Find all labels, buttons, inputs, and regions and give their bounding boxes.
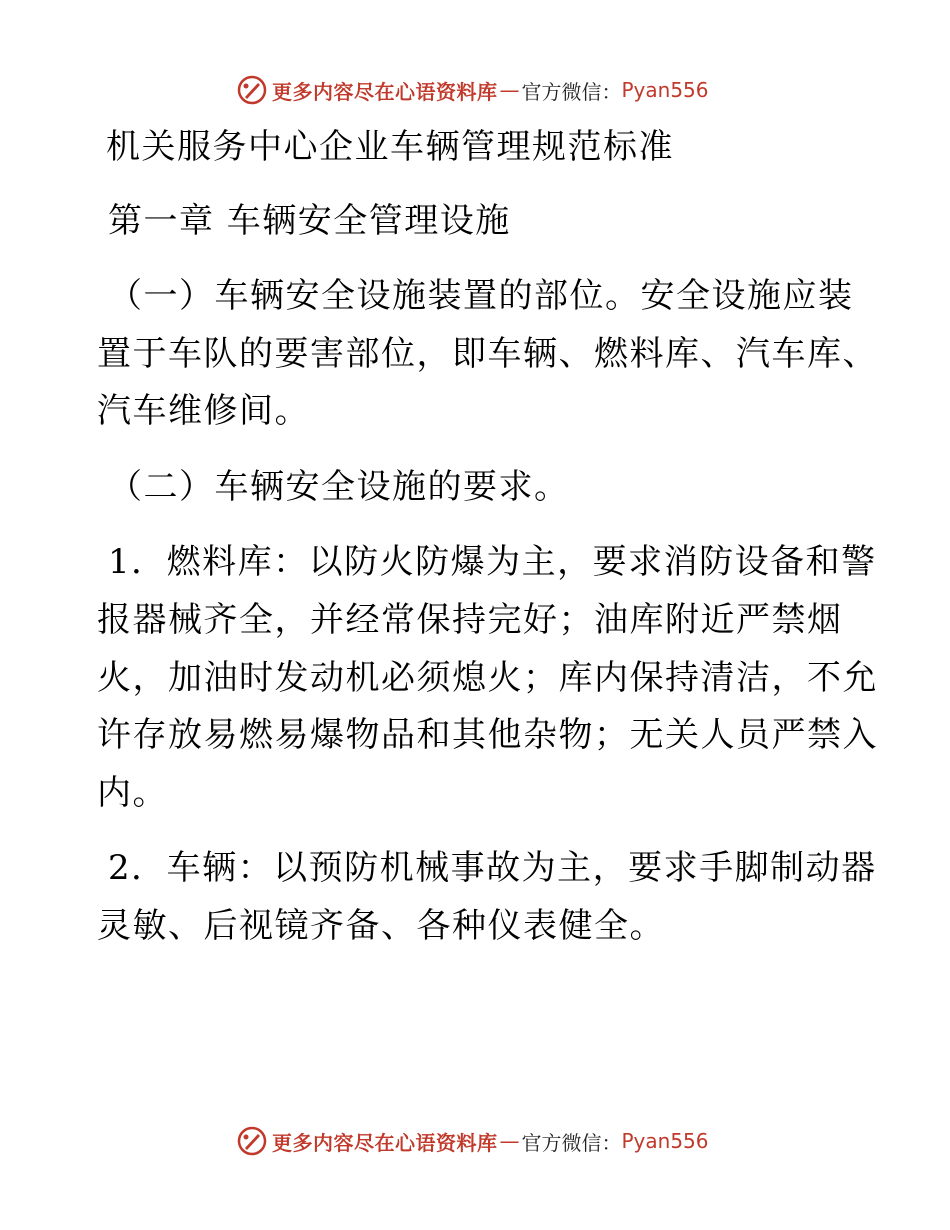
paragraph-line: 灵敏、后视镜齐备、各种仪表健全。: [97, 906, 665, 946]
banner-promo-text: 更多内容尽在心语资料库: [272, 1130, 498, 1155]
paragraph-line: 2．车辆：以预防机械事故为主，要求手脚制动器: [108, 848, 877, 888]
paragraph-line: （二）车辆安全设施的要求。: [108, 467, 570, 507]
footer-banner: [236, 1124, 709, 1158]
chapter-heading: 第一章 车辆安全管理设施: [108, 201, 511, 241]
banner-wechat-label: 官方微信：: [521, 79, 622, 104]
banner-promo-text: 更多内容尽在心语资料库: [272, 79, 498, 104]
document-title: 机关服务中心企业车辆管理规范标准: [106, 127, 674, 167]
paragraph-line: 汽车维修间。: [97, 391, 310, 431]
paragraph-line: 报器械齐全，并经常保持完好；油库附近严禁烟: [97, 600, 843, 640]
paragraph-line: 火，加油时发动机必须熄火；库内保持清洁，不允: [97, 658, 878, 698]
banner-wechat-id: Pyan556: [621, 1129, 709, 1153]
paragraph-line: 许存放易燃易爆物品和其他杂物；无关人员严禁入: [97, 715, 878, 755]
paragraph-line: 置于车队的要害部位，即车辆、燃料库、汽车库、: [97, 334, 878, 374]
banner-separator: —: [499, 1129, 520, 1153]
pen-seal-icon: [236, 74, 268, 106]
paragraph-line: 1．燃料库：以防火防爆为主，要求消防设备和警: [108, 542, 877, 582]
banner-separator: —: [499, 78, 520, 102]
header-banner: [236, 73, 709, 107]
banner-wechat-label: 官方微信：: [521, 1130, 622, 1155]
paragraph-line: 内。: [97, 773, 168, 813]
banner-wechat-id: Pyan556: [621, 78, 709, 102]
pen-seal-icon: [236, 1125, 268, 1157]
paragraph-line: （一）车辆安全设施装置的部位。安全设施应装: [108, 276, 854, 316]
